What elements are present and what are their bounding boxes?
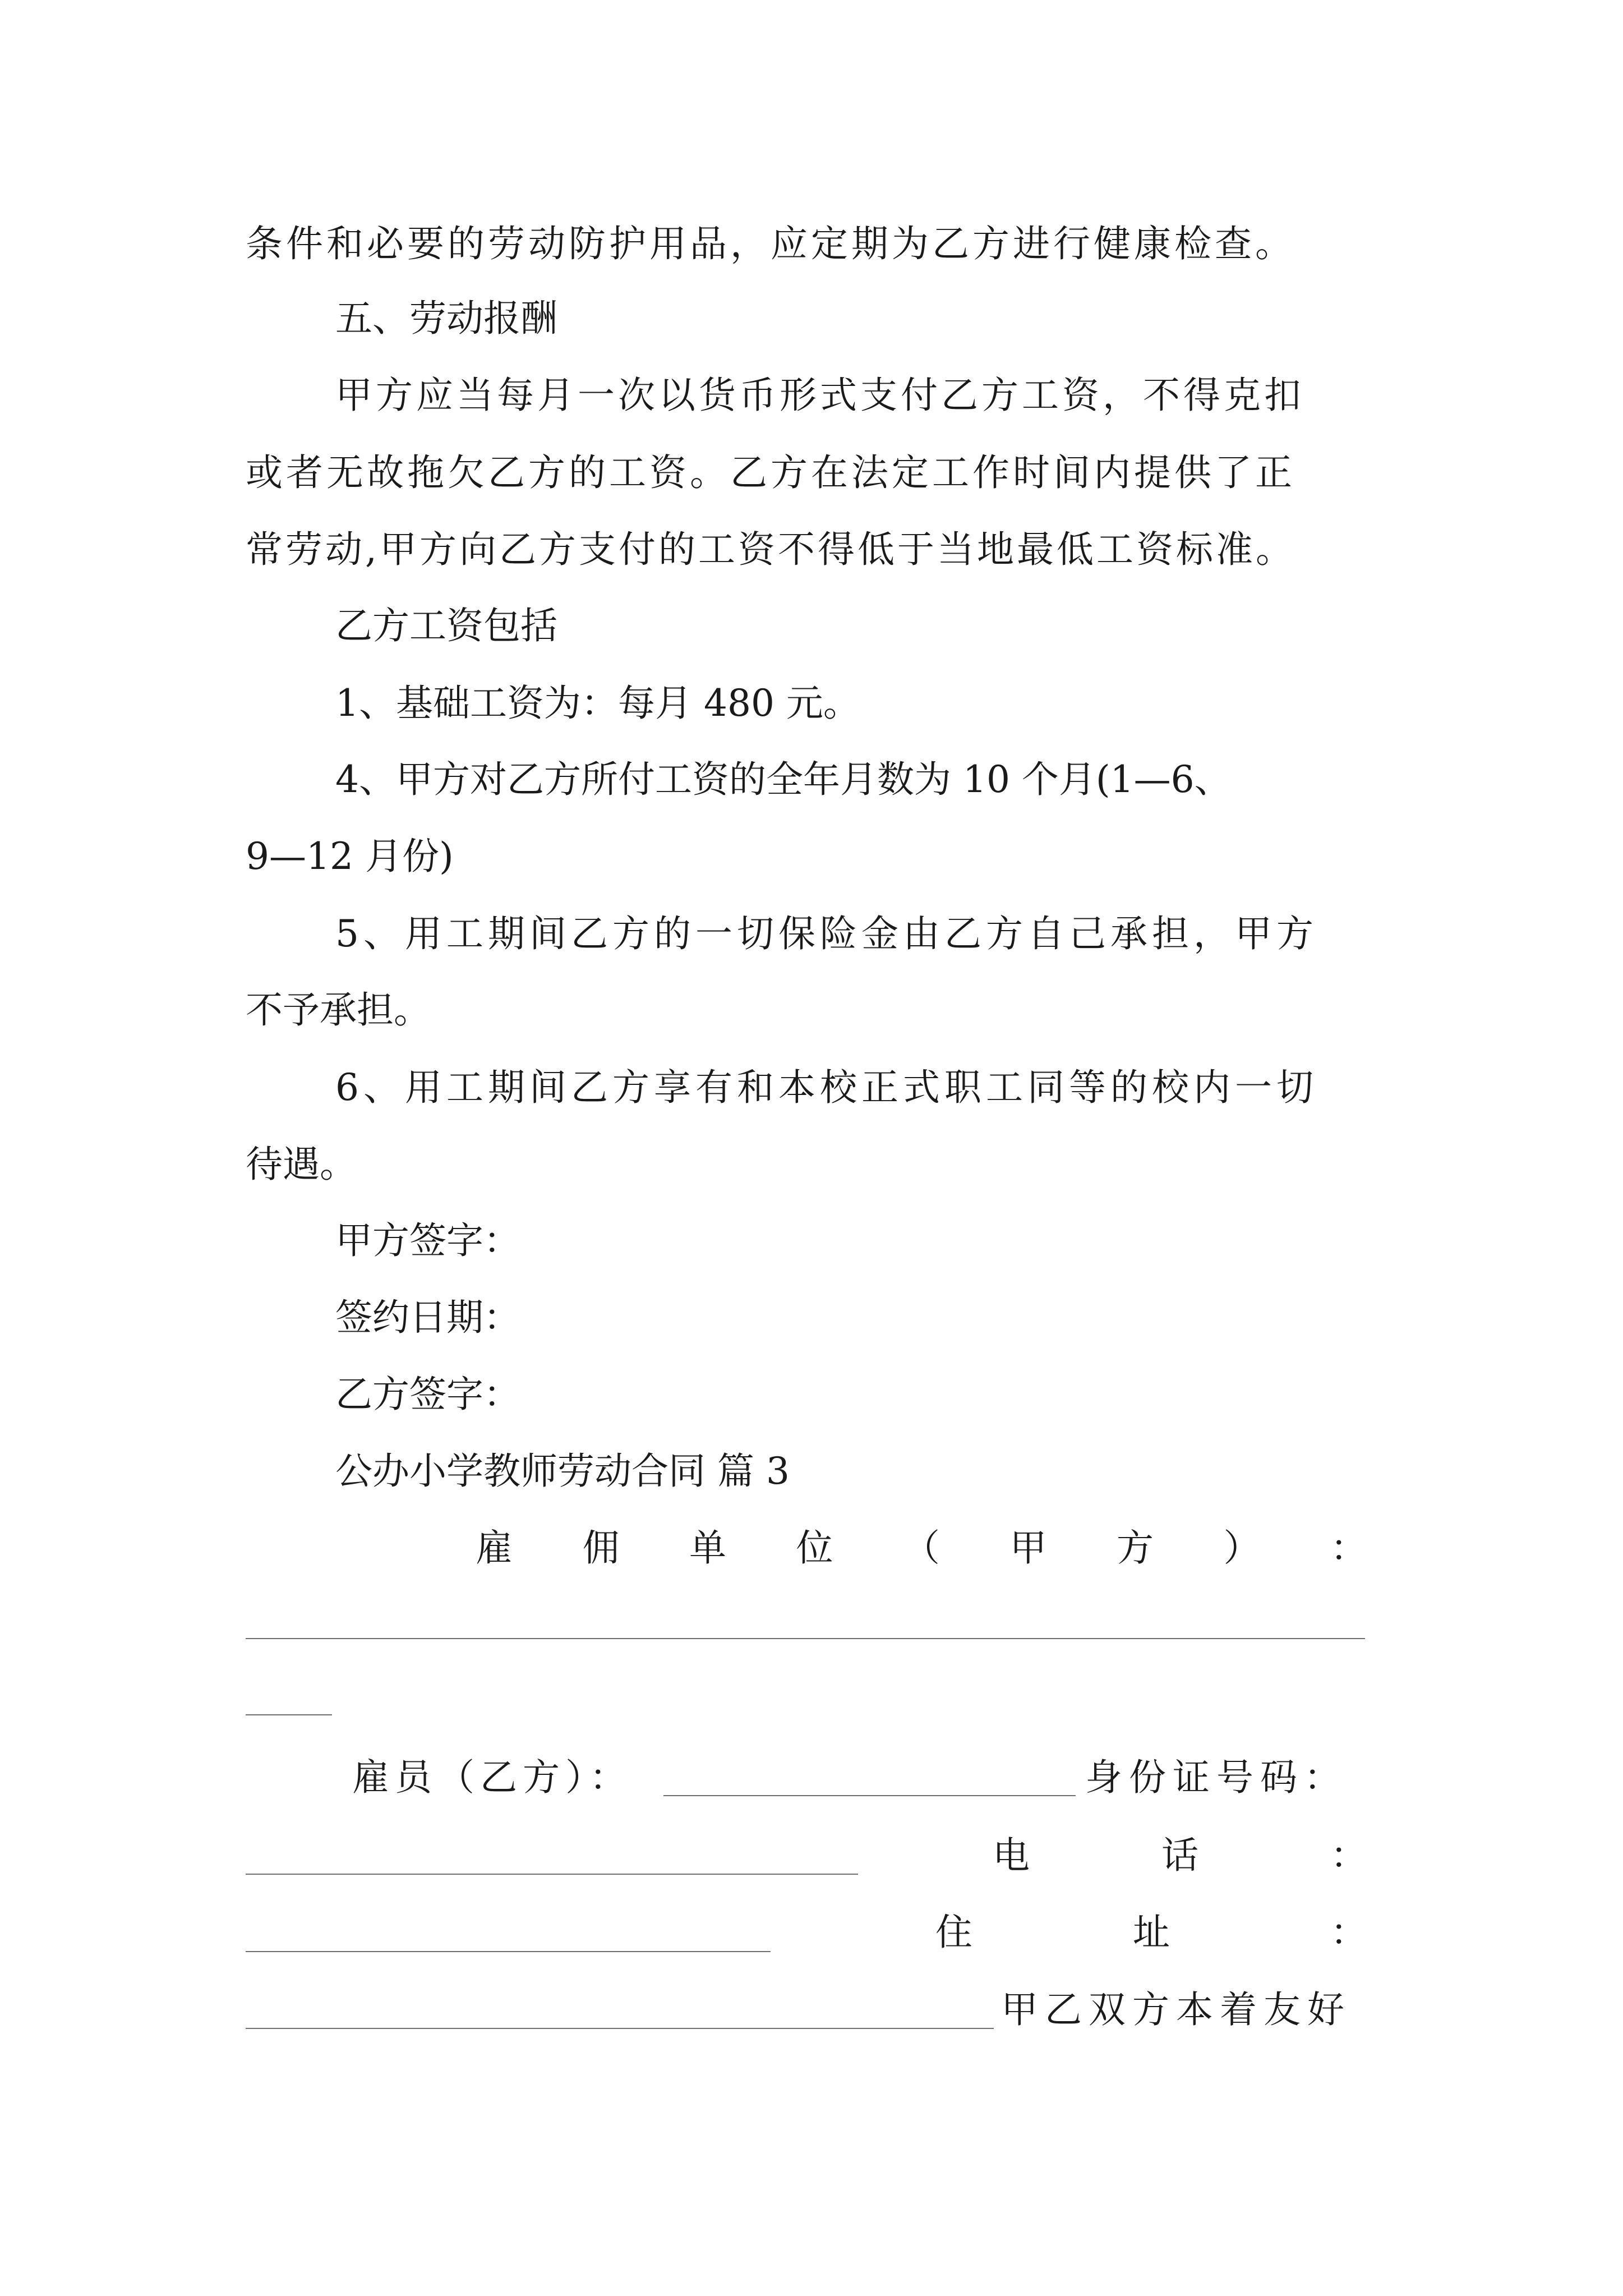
section-title: 公办小学教师劳动合同 篇 3 (335, 1450, 790, 1493)
employer-char: 方 (1117, 1526, 1154, 1570)
phone-char: 电 (993, 1834, 1030, 1877)
address-char: 住 (935, 1911, 972, 1954)
paragraph-line: 9—12 月份) (246, 835, 454, 878)
employer-char: 雇 (476, 1526, 513, 1570)
address-char: ： (1330, 1911, 1367, 1954)
section-heading: 五、劳动报酬 (335, 297, 557, 340)
party-b-signature-label: 乙方签字： (335, 1373, 520, 1416)
paragraph-line: 4、甲方对乙方所付工资的全年月数为 10 个月(1—6、 (335, 758, 1232, 801)
id-number-label: 身份证号码： (1085, 1756, 1348, 1799)
paragraph-line: 甲方应当每月一次以货币形式支付乙方工资，不得克扣 (335, 374, 1304, 417)
phone-blank-line[interactable] (246, 1951, 771, 1952)
paragraph-line: 乙方工资包括 (335, 604, 557, 647)
paragraph-line: 待遇。 (246, 1143, 357, 1186)
paragraph-line: 6、用工期间乙方享有和本校正式职工同等的校内一切 (335, 1066, 1318, 1109)
paragraph-line: 条件和必要的劳动防护用品，应定期为乙方进行健康检查。 (246, 222, 1295, 265)
paragraph-line: 不予承担。 (246, 988, 431, 1032)
employer-char: ： (1330, 1526, 1367, 1570)
paragraph-line: 5、用工期间乙方的一切保险金由乙方自己承担，甲方 (335, 912, 1318, 955)
employer-char: （ (903, 1526, 940, 1570)
paragraph-line: 或者无故拖欠乙方的工资。乙方在法定工作时间内提供了正 (246, 451, 1295, 494)
address-char: 址 (1133, 1911, 1170, 1954)
employer-label (476, 1526, 1367, 1570)
employer-char: ） (1223, 1526, 1261, 1570)
address-label (935, 1911, 1367, 1954)
phone-char: ： (1330, 1834, 1367, 1877)
closing-text: 甲乙双方本着友好 (1001, 1988, 1351, 2031)
paragraph-line: 常劳动,甲方向乙方支付的工资不得低于当地最低工资标准。 (246, 528, 1295, 571)
employer-blank-line-continued[interactable] (246, 1714, 332, 1715)
employer-char: 位 (796, 1526, 833, 1570)
employer-char: 佣 (582, 1526, 620, 1570)
id-number-blank-line[interactable] (246, 1874, 858, 1875)
party-a-signature-label: 甲方签字： (335, 1219, 520, 1262)
employee-blank-line[interactable] (663, 1795, 1076, 1796)
phone-char: 话 (1161, 1834, 1198, 1877)
employer-char: 甲 (1009, 1526, 1047, 1570)
phone-label (993, 1834, 1367, 1877)
sign-date-label: 签约日期： (335, 1296, 520, 1339)
address-blank-line[interactable] (246, 2028, 994, 2029)
paragraph-line: 1、基础工资为：每月 480 元。 (335, 682, 860, 725)
employer-blank-line[interactable] (246, 1638, 1365, 1639)
employer-char: 单 (689, 1526, 726, 1570)
employee-label: 雇员（乙方）： (352, 1756, 632, 1799)
